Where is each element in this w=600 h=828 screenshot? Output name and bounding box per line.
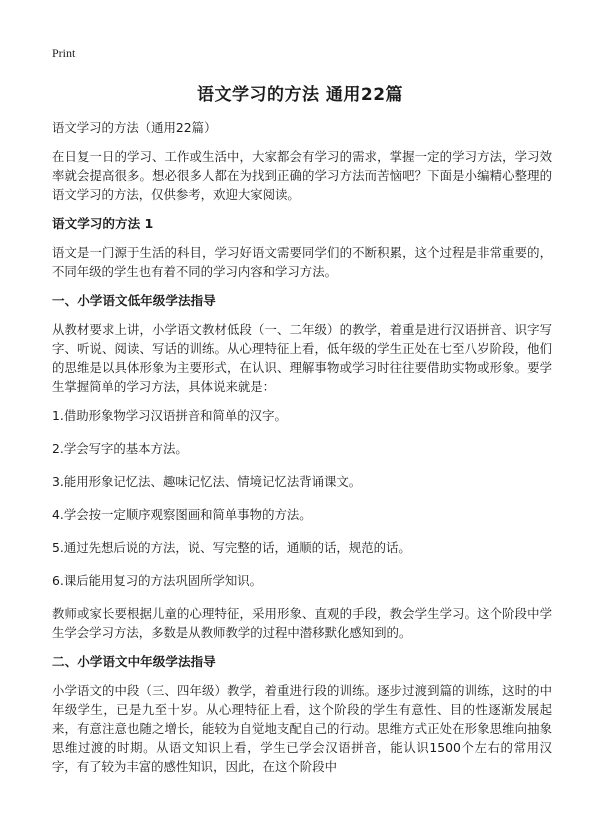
list-item: 3.能用形象记忆法、趣味记忆法、情境记忆法背诵课文。 [52, 474, 362, 489]
low-grade-heading: 一、小学语文低年级学法指导 [52, 293, 216, 308]
subtitle: 语文学习的方法（通用22篇） [52, 120, 217, 135]
list-item: 5.通过先想后说的方法，说、写完整的话，通顺的话，规范的话。 [52, 540, 411, 555]
list-item: 6.课后能用复习的方法巩固所学知识。 [52, 573, 263, 588]
document-body [52, 118, 552, 786]
print-link[interactable]: Print [52, 46, 76, 60]
intro-paragraph: 在日复一日的学习、工作或生活中，大家都会有学习的需求，掌握一定的学习方法，学习效率就会提高很多。想必很多人都在为找到正确的学习方法而苦恼吧？下面是小编精心整理的语文学习的方法，仅供参考，欢迎大家阅读。 [52, 149, 552, 202]
list-item: 2.学会写字的基本方法。 [52, 441, 188, 456]
mid-grade-paragraph: 小学语文的中段（三、四年级）教学，着重进行段的训练。逐步过渡到篇的训练，这时的中年级学生，已是九至十岁。从心理特征上看，这个阶段的学生有意性、目的性逐渐发展起来，有意注意也随之增长，能较为自觉地支配自己的行动。思维方式正处在形象思维向抽象思维过渡的时期。从语文知识上看，学生已学会汉语拼音，能认识1500个左右的常用汉字，有了较为丰富的感性知识，因此，在这个阶段中 [52, 683, 552, 774]
list-item: 4.学会按一定顺序观察图画和简单事物的方法。 [52, 507, 312, 522]
list-item: 1.借助形象物学习汉语拼音和简单的汉字。 [52, 408, 287, 423]
mid-grade-heading: 二、小学语文中年级学法指导 [52, 654, 216, 669]
low-grade-closing-paragraph: 教师或家长要根据儿童的心理特征，采用形象、直观的手段，教会学生学习。这个阶段中学生学会学习方法，多数是从教师教学的过程中潜移默化感知到的。 [52, 606, 552, 640]
section-1-paragraph: 语文是一门源于生活的科目，学习好语文需要同学们的不断积累，这个过程是非常重要的，不同年级的学生也有着不同的学习内容和学习方法。 [52, 245, 552, 279]
document-title: 语文学习的方法 通用22篇 [196, 85, 404, 105]
low-grade-paragraph: 从教材要求上讲，小学语文教材低段（一、二年级）的教学，着重是进行汉语拼音、识字写字、听说、阅读、写话的训练。从心理特征上看，低年级的学生正处在七至八岁阶段，他们的思维是以具体形象为主要形式，在认识、理解事物或学习时往往要借助实物或形象。要学生掌握简单的学习方法，具体说来就是： [52, 322, 552, 394]
section-1-heading: 语文学习的方法 1 [52, 216, 154, 231]
